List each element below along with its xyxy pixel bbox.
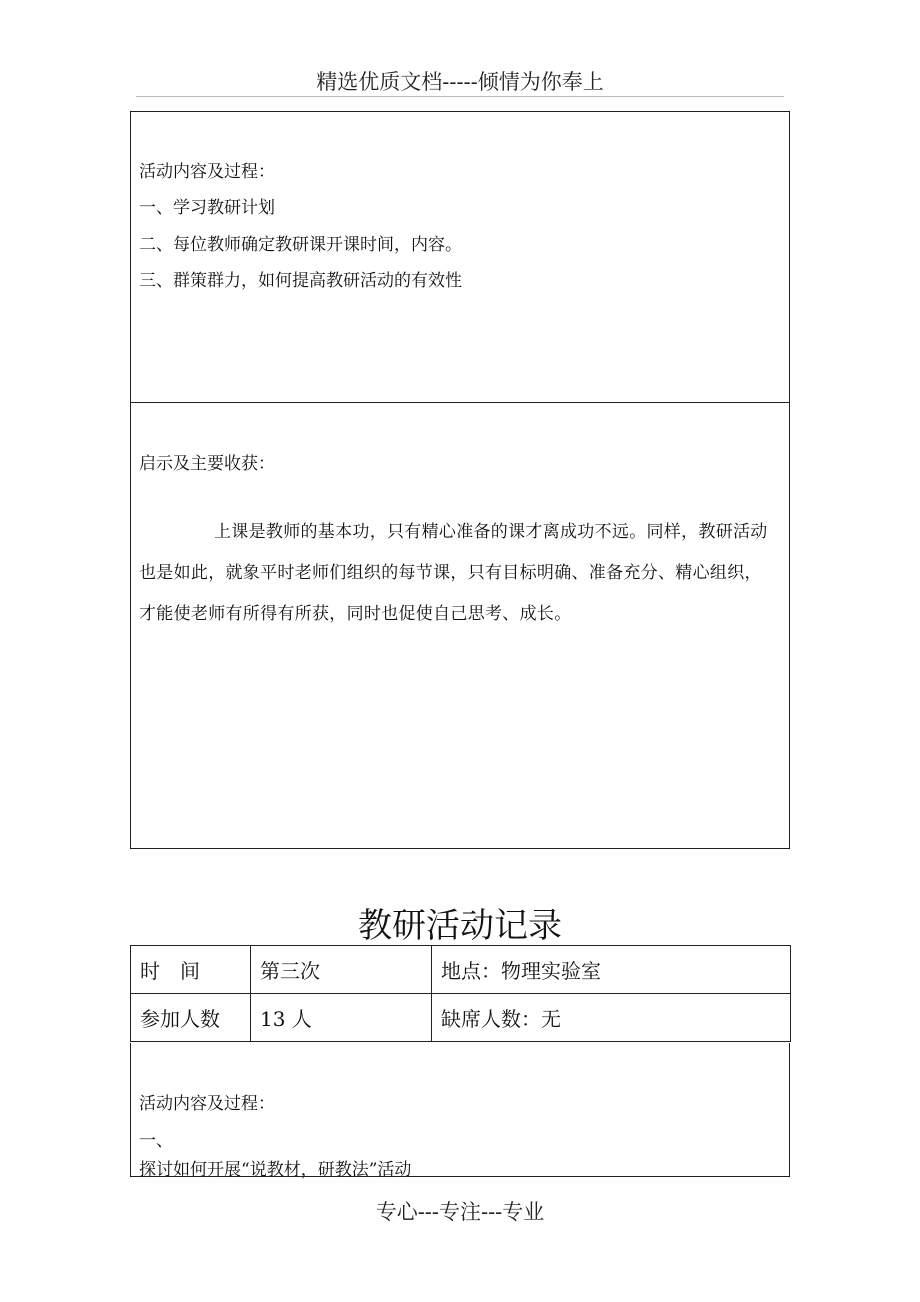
page-footer: 专心---专注---专业 [375,1200,545,1224]
participants-value: 13 人 [251,994,432,1042]
header-divider [136,96,784,97]
record-content-label: 活动内容及过程： [139,1094,275,1114]
absent-cell: 缺席人数：无 [432,994,791,1042]
time-value: 第三次 [251,946,432,994]
content-item-2: 二、每位教师确定教研课开课时间，内容。 [139,235,462,255]
record-title: 教研活动记录 [358,906,562,946]
record-item-prefix: 一、 [139,1131,173,1151]
insight-label: 启示及主要收获： [139,454,275,474]
location-cell: 地点：物理实验室 [432,946,791,994]
insight-paragraph: 上课是教师的基本功，只有精心准备的课才离成功不远。同样，教研活动也是如此，就象平时老师们组织的每节课，只有目标明确、准备充分、精心组织，才能使老师有所得有所获，同时也促使自己思考、成长。 [139,522,768,624]
content-label: 活动内容及过程： [139,162,275,182]
participants-label: 参加人数 [131,994,251,1042]
activity-content-box [130,111,790,403]
content-item-1: 一、学习教研计划 [139,198,275,218]
table-row [131,994,791,1042]
content-item-3: 三、群策群力，如何提高教研活动的有效性 [139,271,462,291]
table-row [131,946,791,994]
page-header: 精选优质文档-----倾情为你奉上 [316,70,604,94]
record-table [130,945,791,1042]
record-item-1: 探讨如何开展“说教材，研教法”活动 [139,1160,412,1180]
time-label: 时 间 [131,946,251,994]
